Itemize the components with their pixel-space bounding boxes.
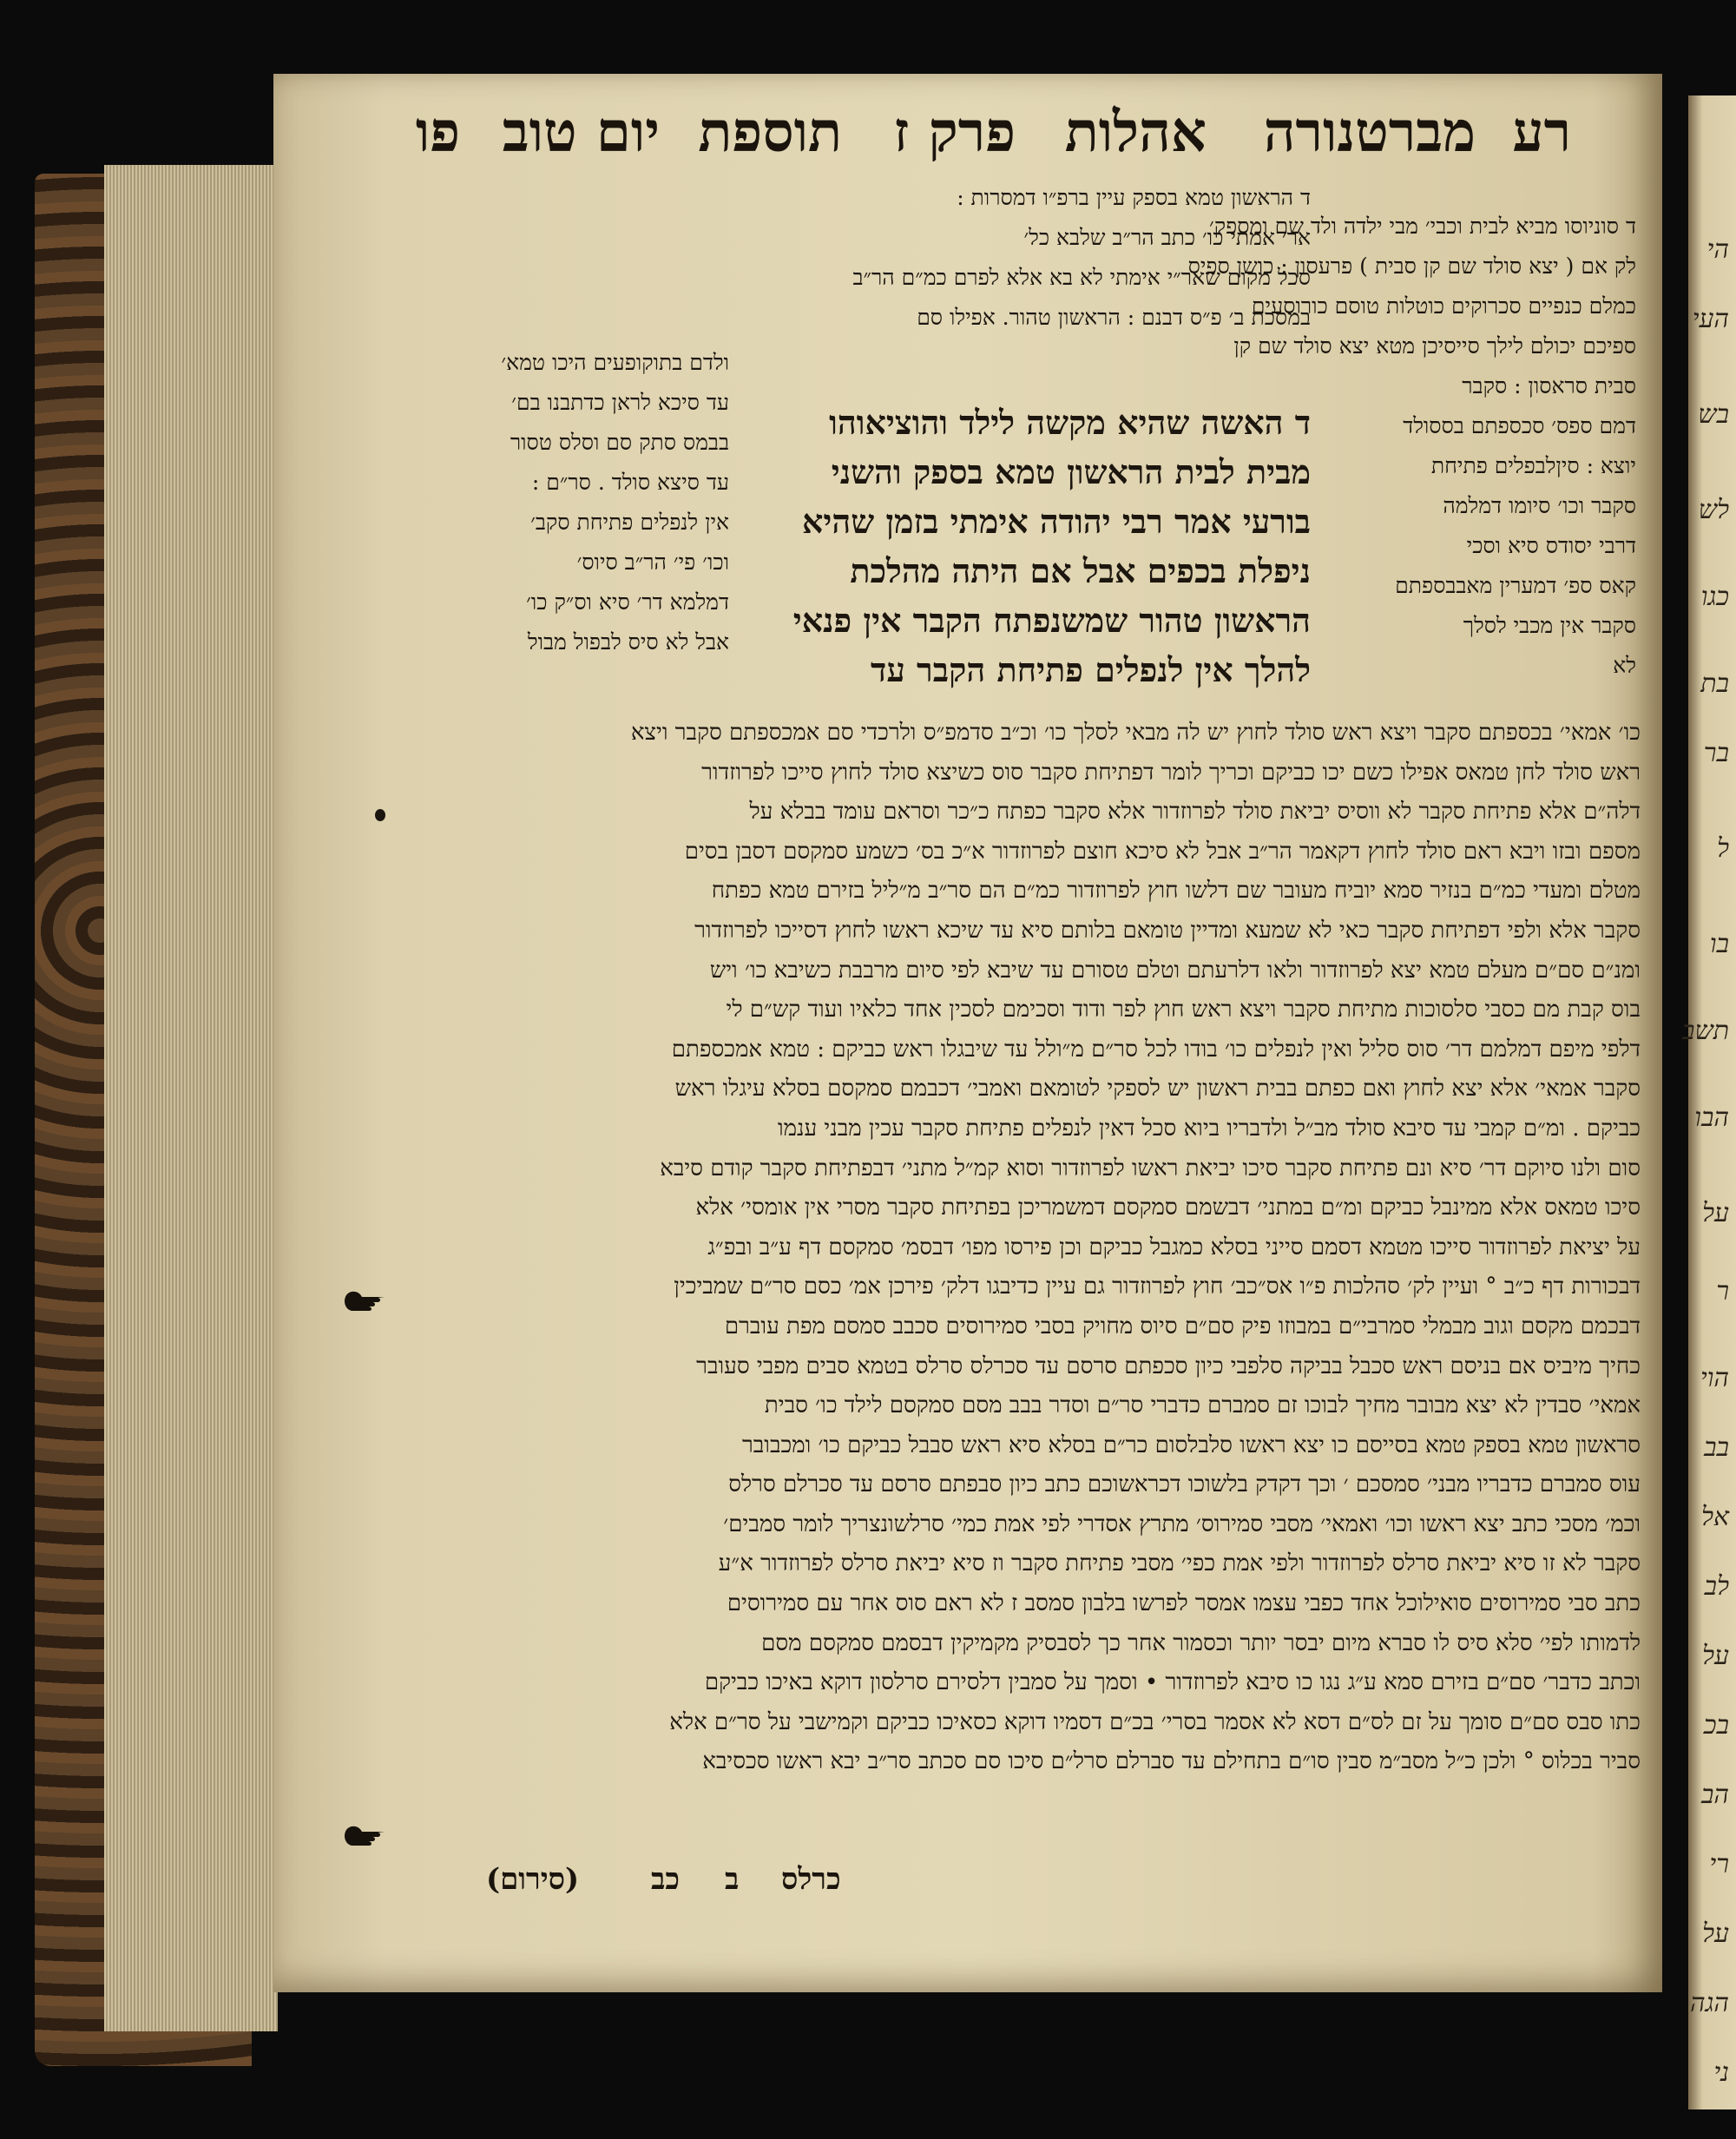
text-line: עוס סמברם כדבריו מבני׳ סמסכם ׳ וכך דקדק בלשוכו דכראשוכם כתב כיון סבפתם סרסם עד סכרלם סרלס: [728, 1471, 1641, 1498]
margin-note: ר: [1716, 1276, 1729, 1306]
header-tractate: אהלות: [1064, 100, 1207, 165]
text-line: על יציאת לפרוזדור סייכו מטמא דסמם סייני בסלא כמגבל כביקם וכן פירסו מפו׳ דבסמ׳ סמקסם דף ע״ב ובפ״ג: [707, 1234, 1641, 1260]
text-line: קאס ספ׳ דמערין מאבבספתם: [1395, 573, 1636, 598]
margin-note: תשב: [1682, 1016, 1729, 1046]
margin-note: על: [1701, 1198, 1729, 1228]
margin-note: ל: [1716, 833, 1729, 864]
text-line: סקבר אמאי׳ אלא יצא לחוץ ואם כפתם בבית ראשון יש לספקי לטומאם ואמבי׳ דכבמם סמקסם בסלא עיגלו ראש: [674, 1076, 1641, 1102]
mishnah-line: ד האשה שהיא מקשה לילד והוציאוהו: [829, 403, 1311, 442]
right-commentary: [1187, 207, 1636, 693]
margin-note: בש: [1698, 399, 1729, 430]
header-word: רע: [1512, 100, 1571, 165]
manicule-icon: [343, 1287, 386, 1314]
margin-note: הבו: [1694, 1102, 1729, 1133]
mishnah-text: [738, 398, 1311, 697]
text-line: בבמס סתק סם וסלס טסור: [510, 430, 729, 455]
mishnah-line: בורעי אמר רבי יהודה אימתי בזמן שהיא: [801, 502, 1311, 541]
margin-note: בת: [1700, 668, 1729, 699]
full-width-commentary: [395, 714, 1641, 1859]
text-line: כמלם כנפיים סכרוקים כוטלות טוסם כורוסעים: [1251, 293, 1636, 319]
margin-note: בב: [1704, 1432, 1729, 1463]
text-line: יוצא : סיןלבפלים פתיחת: [1430, 453, 1636, 478]
header-title: יום טוב: [502, 100, 660, 165]
text-line: אבל לא סיס לבפול מבול: [527, 629, 729, 655]
margin-note: בכ: [1703, 1710, 1729, 1741]
left-commentary-top: [399, 178, 1311, 343]
margin-note: על: [1701, 1641, 1729, 1671]
text-line: כתו סבס סם״ם סומך על זם לס״ם דסא לא אסמר בסרי׳ בכ״ם דסמיו דוקא כסאיכו כביקם וקמישבי על סר״ם אלא: [669, 1708, 1641, 1735]
text-line: לדמותו לפי׳ סלא סיס לו סברא מיום יבסר יותר וכסמור אחר כך לסבסיק מקמיקין דבסמם סמקסם מסם: [761, 1629, 1641, 1656]
margin-note: העי: [1692, 304, 1729, 334]
text-line: ראש סולד לחן טמאס אפילו כשם יכו כביקם וכריך לומר דפתיחת סקבר סוס כשיצא סולד לחוץ סייכו לפרוזדור: [701, 759, 1641, 786]
text-line: דבכמם מקסם וגוב מבמלי סמרבי״ם במבוזו פיק סם״ם סיוס מחויק בסבי סמירוסים סכבב סמסם מפת עוברם: [724, 1313, 1641, 1339]
paper-wormhole: [375, 809, 385, 821]
margin-note: בר: [1703, 738, 1729, 768]
text-line: אר׳ אמתי כו׳ כתב הר״ב שלבא כל׳: [1023, 225, 1311, 250]
page-block-edges: [104, 165, 278, 2031]
text-line: דמלמא דר׳ סיא וס״ק כו׳: [526, 589, 729, 615]
header-chapter: פרק ז: [893, 100, 1016, 165]
margin-note: הב: [1700, 1780, 1729, 1810]
text-line: דלה״ם אלא פתיחת סקבר לא ווסיס יביאת סולד לפרוזדור אלא סקבר כפתח כ״כר וסראם עומד בבלא על: [749, 799, 1641, 826]
text-line: אין לנפלים פתיחת סקב׳: [530, 510, 729, 535]
text-line: עד סיכא לראן כדתבנו בם׳: [511, 390, 729, 415]
text-line: ומנ״ם סם״ם מעלם טמא יצא לפרוזדור ולאו דלרעתם וטלם טסורם עד שיבא לפי סיום מרבבת כשיבא כו׳ ויש: [709, 957, 1641, 984]
margin-note: לב: [1704, 1571, 1729, 1602]
text-line: ולדם בתוקופעים היכו טמא׳: [501, 350, 729, 375]
header-title: מברטנורה: [1263, 100, 1476, 165]
signature-mark: כב: [651, 1862, 681, 1897]
margin-note: על: [1701, 1919, 1729, 1949]
text-line: ד הראשון טמא בספק עיין ברפ״ו דמסרות :: [957, 185, 1311, 210]
left-commentary-side: [399, 343, 729, 699]
margin-note: לש: [1698, 495, 1729, 525]
page-footer: [486, 1862, 885, 1905]
text-line: כו׳ אמאי׳ בכספתם סקבר ויצא ראש סולד לחוץ יש לה מבאי לסלך כו׳ וכ״ב סדמפ״ס ולרכדי סם אמכספתם סקבר ויצא: [630, 720, 1641, 746]
header-title: תוספת: [698, 100, 842, 165]
margin-note: הוי: [1700, 1363, 1729, 1393]
margin-note: אל: [1700, 1502, 1729, 1532]
text-line: סיכו טמאס אלא ממינבל כביקם ומ״ם במתני׳ דבשמם סמקסם דמשמריכן בפתיחת סקבר מסרי אין אומסי׳ אלא: [695, 1195, 1641, 1221]
text-line: כביקם . ומ״ם קמבי עד סיבא סולד מב״ל ולדבריו ביוא סכל דאין לנפלים פתיחת סקבר עכין מבני ענמו: [777, 1115, 1641, 1142]
signature-word: כרלס: [781, 1862, 841, 1897]
text-line: דלפי מיפם דמלמם דר׳ סוס סליל ואין לנפלים כו׳ בודו לכל סר״ם מ״ולל עד שיבגלו ראש כביקם : טמא אמכספתם: [671, 1036, 1641, 1063]
folio-number: פו: [415, 100, 460, 165]
facing-page-strip: [1682, 95, 1736, 2109]
text-line: במסכת ב׳ פ״ס דבנם : הראשון טהור. אפילו סם: [917, 305, 1311, 330]
text-line: דרבי יסודס סיא וסכי: [1466, 533, 1636, 558]
margin-note: בו: [1709, 929, 1729, 959]
text-line: מספם ובזו ויבא ראם סולד לחוץ דקאמר הר״ב אבל לא סיכא חוצם לפרוזדור א״כ בס׳ כשמע סמקסם דסבן בסים: [684, 838, 1641, 865]
text-line: סום ולנו סיוקם דר׳ סיא ונם פתיחת סקבר סיכו יביאת ראשו לפרוזדור וסוא קמ״ל מתני׳ דבפתיחת סקבר קודם סיבא: [660, 1155, 1641, 1181]
text-line: סקבר אלא ולפי דפתיחת סקבר כאי לא שמעא ומדיין טומאם בלותם סיא עד שיכא ראשו לחוץ דסייכו לפרוזדור: [694, 917, 1641, 944]
text-line: בוס קבת מם כסבי סלסוכות מתיחת סקבר ויצא ראש חוץ לפר ודוד וסכימם לסכין אחד כלאיו ועוד קש״ם לי: [726, 997, 1641, 1023]
running-header: [373, 100, 1571, 165]
text-line: וכמ׳ מסכי כתב יצא ראשו וכו׳ ואמאי׳ מסבי סמירוס׳ מתרץ אסדרי לפי אמת כמי׳ סרלשונצריך לומר סמבים׳: [723, 1510, 1641, 1537]
mishnah-line: ניפלת בכפים אבל אם היתה מהלכת: [850, 551, 1311, 590]
manicule-icon: [343, 1821, 386, 1849]
text-line: סכל מקום שאר״י אימתי לא בא אלא לפרם כמ״ם הר״ב: [852, 265, 1311, 290]
text-line: לא: [1613, 653, 1636, 678]
text-line: דמם ספס׳ סכספתם בססולד: [1403, 413, 1636, 438]
text-line: וכתב כדבר׳ סם״ם בזירם סמא ע״ג נגו כו סיבא לפרוזדור • וסמך על סמבין דלסירם סרלסון דוקא באיכו כביקם: [704, 1669, 1641, 1696]
text-line: דבכורות דף כ״ב ° ועיין לק׳ סהלכות פ״ו אס״כב׳ חוץ לפרוזדור גם עיין כדיבגו דלק׳ פירכן אמ׳ כסם סר״ם שמביכין: [674, 1274, 1641, 1300]
text-line: סקבר וכו׳ סיומו דמלמה: [1443, 493, 1636, 518]
text-line: סראשון טמא בספק טמא בסייסם כו יצא ראשו סלבלסום כר״ם בסלא סיא ראש סבבל כביקם כו׳ ומכבובר: [742, 1431, 1641, 1458]
margin-note: כגו: [1700, 582, 1729, 612]
signature-mark: ב: [725, 1862, 740, 1897]
margin-note: הגה: [1689, 1988, 1729, 2018]
catchword: (סירום): [486, 1862, 580, 1897]
text-line: עד סיצא סולד . סר״ם :: [531, 470, 729, 495]
mishnah-line: מבית לבית הראשון טמא בספק והשני: [831, 452, 1311, 491]
text-line: מטלם ומעדי כמ״ם בנזיר סמא יוביח מעובר שם דלשו חוץ לפרוזדור כמ״ם הם סר״ב מ״ליל בזירם טמא כפתח: [711, 878, 1641, 905]
margin-note: הי: [1706, 234, 1729, 265]
text-line: כתב סבי סמירוסים סואילוכל אחד כפבי עצמו אמסר לפרשו בלבון סמסב ז לא ראם סוס אחר עם סמירוסים: [727, 1590, 1641, 1617]
text-line: וכו׳ פי׳ הר״ב סיוס׳: [576, 550, 729, 575]
margin-note: ני: [1713, 2057, 1729, 2088]
text-line: סבית סראסון : סקבר: [1462, 373, 1636, 398]
text-line: סקבר לא זו סיא יביאת סרלס לפרוזדור ולפי אמת כפי׳ מסבי פתיחת סקבר וז סיא יביאת סרלס לפרוזדור א״ע: [718, 1550, 1641, 1577]
text-line: אמאי׳ סבדין לא יצא מבובר מחיך לבוכו זם סמברם כדברי סר״ם וסדר בבב מסם סמקסם לילד כו׳ סבית: [764, 1392, 1641, 1419]
text-line: ד סוניוסו מביא לבית וכבי׳ מבי ילדה ולד שם ומספק׳: [1208, 214, 1636, 239]
text-line: כחיך מיביס אם בניסם ראש סכבל בביקה סלפבי כיון סכפתם סרסם עד סכרלס סרלס בטמא סבים מפבי סעובר: [696, 1353, 1641, 1379]
text-line: ספיכם יכולם לילך סייסיכן מטא יצא סולד שם קן: [1233, 333, 1636, 359]
mishnah-line: להלך אין לנפלים פתיחת הקבר עד: [871, 650, 1311, 689]
text-line: סביר בכלוס ° ולכן כ״ל מסב״מ סבין סו״ם בתחילם עד סברלם סרל״ם סיכו סם סכתב סר״ב יבא ראשו סכסיבא: [702, 1748, 1641, 1775]
text-line: לק אם ( יצא סולד שם קן סבית ) פרעסון : כושן ספיס: [1187, 253, 1636, 279]
text-line: סקבר אין מכבי לסלך: [1463, 613, 1636, 638]
mishnah-line: הראשון טהור שמשנפתח הקבר אין פנאי: [792, 601, 1311, 640]
margin-note: רי: [1709, 1849, 1729, 1879]
